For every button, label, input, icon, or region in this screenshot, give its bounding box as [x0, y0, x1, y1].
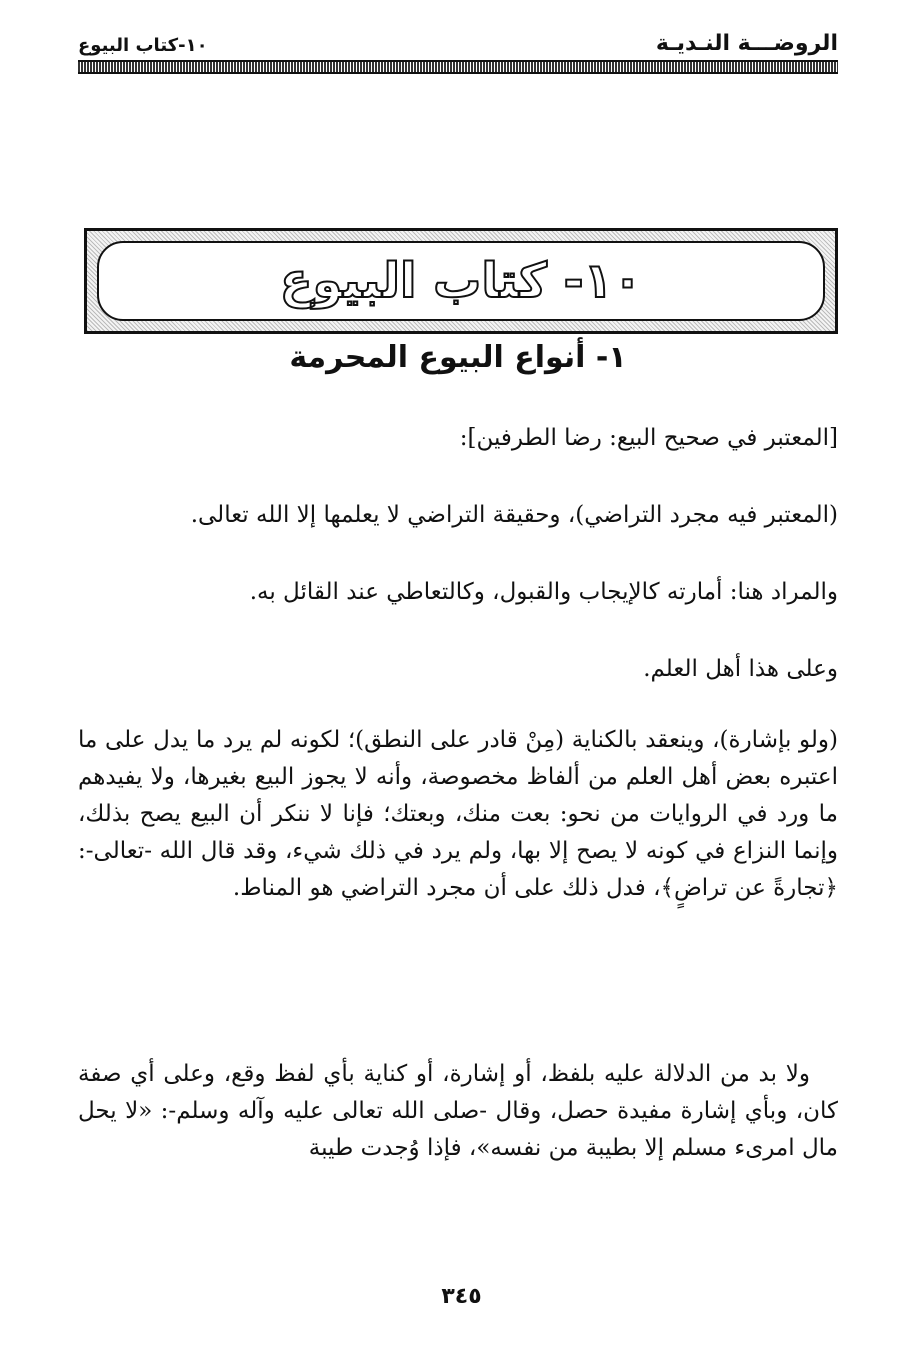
book-title: الروضـــة النـديـة: [655, 31, 838, 56]
section-heading: ١- أنواع البيوع المحرمة: [289, 340, 627, 375]
page-number: ٣٤٥: [441, 1284, 482, 1309]
chapter-title-frame: [84, 228, 838, 334]
running-header: [78, 22, 838, 56]
header-rule: [78, 60, 838, 74]
chapter-heading: ١٠- كتاب البيوع: [279, 253, 643, 309]
chapter-running-title: ١٠-كتاب البيوع: [78, 35, 208, 56]
paragraph: (ولو بإشارة)، وينعقد بالكناية (مِنْ قادر على النطق)؛ لكونه لم يرد ما يدل على ما اعتبره بعض أهل العلم من ألفاظ مخصوصة، وأنه لا يجوز البيع بغيرها، ولا يفيدهم ما ورد في الروايات من نحو: بعت منك، وبعتك؛ فإنا لا ننكر أن البيع يصح بذلك، وإنما النزاع في كونه لا يصح إلا بها، ولم يرد في ذلك شيء، وقد قال الله -تعالى-: ﴿تجارةً عن تراضٍ﴾، فدل ذلك على أن مجرد التراضي هو المناط.: [78, 727, 838, 901]
paragraph: والمراد هنا: أمارته كالإيجاب والقبول، وكالتعاطي عند القائل به.: [249, 579, 838, 605]
paragraph: وعلى هذا أهل العلم.: [643, 656, 838, 682]
paragraph: (المعتبر فيه مجرد التراضي)، وحقيقة التراضي لا يعلمها إلا الله تعالى.: [190, 502, 838, 528]
chapter-title-inner-frame: [97, 241, 825, 321]
paragraph: [المعتبر في صحيح البيع: رضا الطرفين]:: [459, 425, 838, 451]
paragraph: ولا بد من الدلالة عليه بلفظ، أو إشارة، أو كناية بأي لفظ وقع، وعلى أي صفة كان، وبأي إشارة مفيدة حصل، وقال -صلى الله تعالى عليه وآله وسلم-: «لا يحل مال امرىء مسلم إلا بطيبة من نفسه»، فإذا وُجدت طيبة: [78, 1061, 838, 1161]
